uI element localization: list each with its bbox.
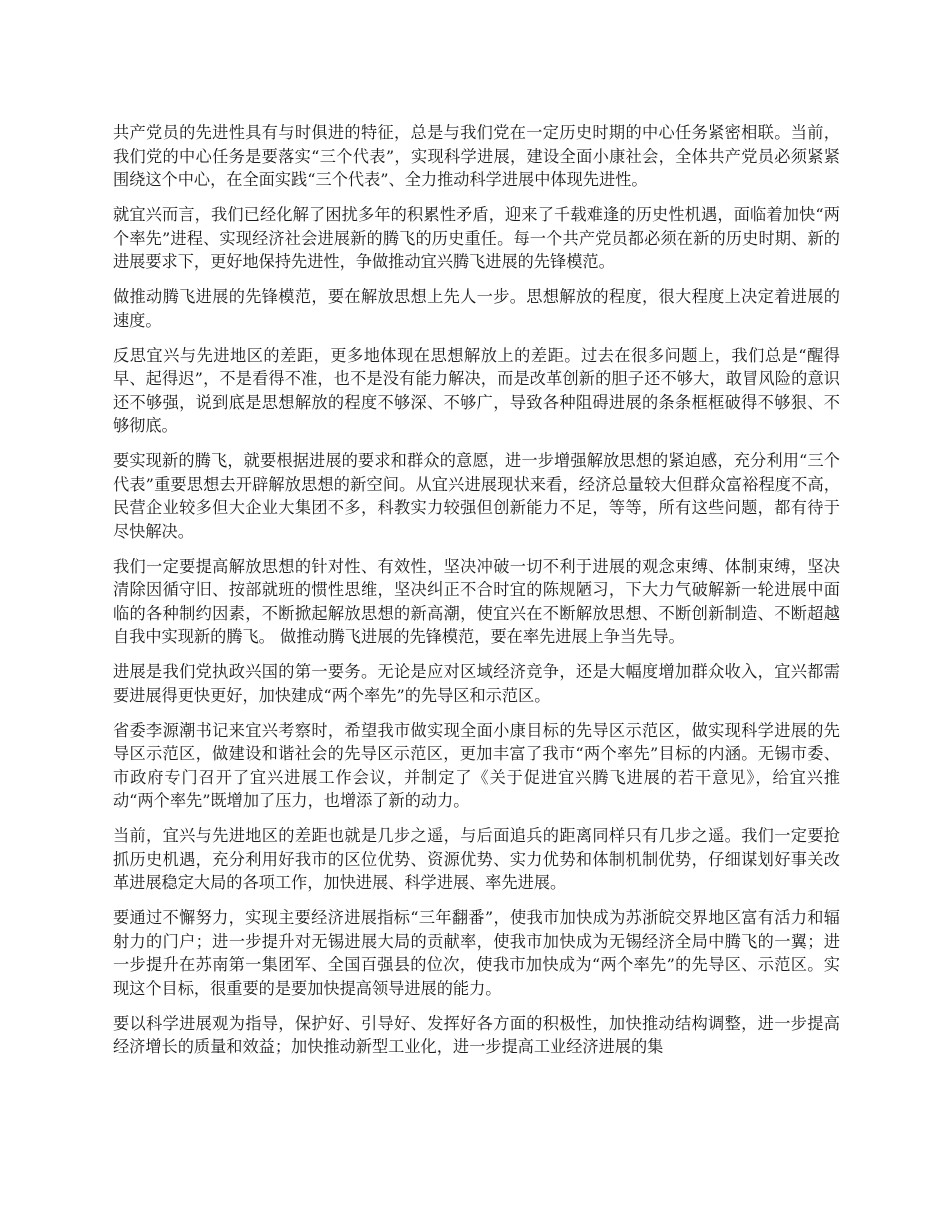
paragraph-6: 我们一定要提高解放思想的针对性、有效性，坚决冲破一切不利于进展的观念束缚、体制束缚，坚决清除因循守旧、按部就班的惯性思维，坚决纠正不合时宜的陈规陋习，下大力气破解新一轮进展中面临的各种制约因素，不断掀起解放思想的新高潮，使宜兴在不断解放思想、不断创新制造、不断超越自我中实现新的腾飞。 做推动腾飞进展的先锋模范，要在率先进展上争当先导。 [113,556,840,646]
paragraph-2: 就宜兴而言，我们已经化解了困扰多年的积累性矛盾，迎来了千载难逢的历史性机遇，面临着加快“两个率先”进程、实现经济社会进展新的腾飞的历史重任。每一个共产党员都必须在新的历史时期、新的进展要求下，更好地保持先进性，争做推动宜兴腾飞进展的先锋模范。 [113,205,840,271]
paragraph-7: 进展是我们党执政兴国的第一要务。无论是应对区域经济竞争，还是大幅度增加群众收入，宜兴都需要进展得更快更好，加快建成“两个率先”的先导区和示范区。 [113,662,840,705]
paragraph-11: 要以科学进展观为指导，保护好、引导好、发挥好各方面的积极性，加快推动结构调整，进一步提高经济增长的质量和效益；加快推动新型工业化，进一步提高工业经济进展的集 [113,1013,840,1056]
paragraph-9: 当前，宜兴与先进地区的差距也就是几步之遥，与后面追兵的距离同样只有几步之遥。我们一定要抢抓历史机遇，充分利用好我市的区位优势、资源优势、实力优势和体制机制优势，仔细谋划好事关改革进展稳定大局的各项工作，加快进展、科学进展、率先进展。 [113,826,840,892]
paragraph-5: 要实现新的腾飞，就要根据进展的要求和群众的意愿，进一步增强解放思想的紧迫感，充分利用“三个代表”重要思想去开辟解放思想的新空间。从宜兴进展现状来看，经济总量较大但群众富裕程度不高，民营企业较多但大企业大集团不多，科教实力较强但创新能力不足，等等，所有这些问题，都有待于尽快解决。 [113,451,840,541]
paragraph-10: 要通过不懈努力，实现主要经济进展指标“三年翻番”，使我市加快成为苏浙皖交界地区富有活力和辐射力的门户；进一步提升对无锡进展大局的贡献率，使我市加快成为无锡经济全局中腾飞的一翼；进一步提升在苏南第一集团军、全国百强县的位次，使我市加快成为“两个率先”的先导区、示范区。实现这个目标，很重要的是要加快提高领导进展的能力。 [113,908,840,998]
paragraph-8: 省委李源潮书记来宜兴考察时，希望我市做实现全面小康目标的先导区示范区，做实现科学进展的先导区示范区，做建设和谐社会的先导区示范区，更加丰富了我市“两个率先”目标的内涵。无锡市委、市政府专门召开了宜兴进展工作会议，并制定了《关于促进宜兴腾飞进展的若干意见》，给宜兴推动“两个率先”既增加了压力，也增添了新的动力。 [113,720,840,810]
document-body [113,121,840,1070]
paragraph-4: 反思宜兴与先进地区的差距，更多地体现在思想解放上的差距。过去在很多问题上，我们总是“醒得早、起得迟”，不是看得不准，也不是没有能力解决，而是改革创新的胆子还不够大，敢冒风险的意识还不够强，说到底是思想解放的程度不够深、不够广，导致各种阻碍进展的条条框框破得不够狠、不够彻底。 [113,345,840,435]
paragraph-3: 做推动腾飞进展的先锋模范，要在解放思想上先人一步。思想解放的程度，很大程度上决定着进展的速度。 [113,287,840,330]
paragraph-1: 共产党员的先进性具有与时俱进的特征，总是与我们党在一定历史时期的中心任务紧密相联。当前，我们党的中心任务是要落实“三个代表”，实现科学进展，建设全面小康社会，全体共产党员必须紧紧围绕这个中心，在全面实践“三个代表”、全力推动科学进展中体现先进性。 [113,123,840,189]
